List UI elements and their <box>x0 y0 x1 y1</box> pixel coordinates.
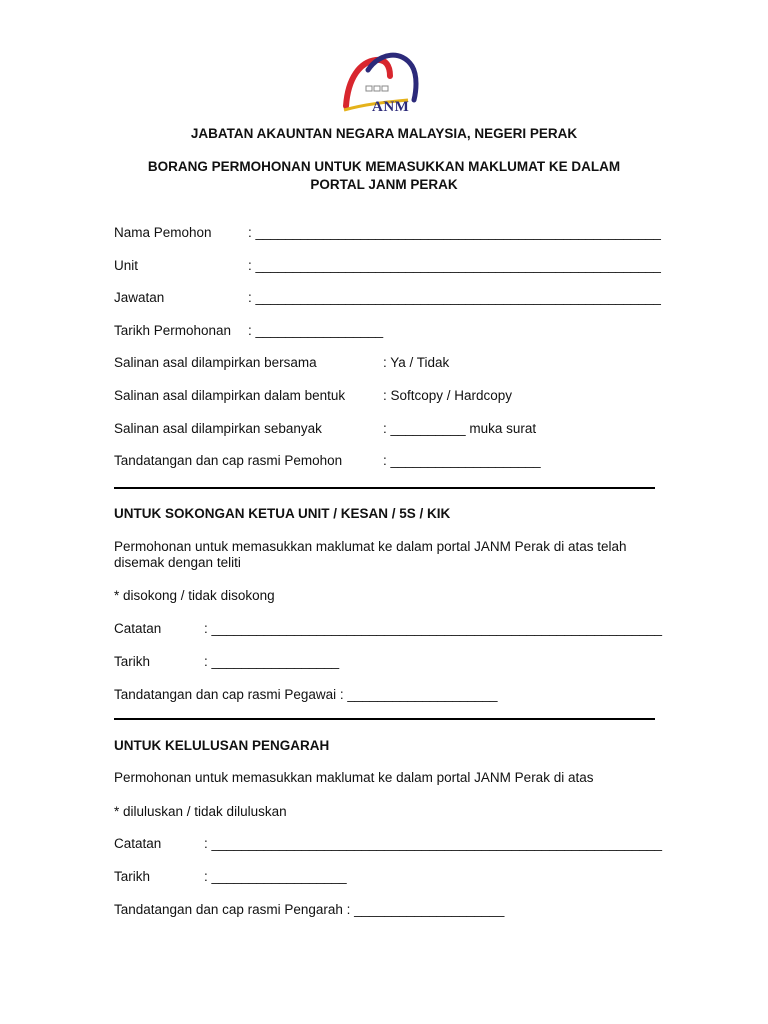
support-heading: UNTUK SOKONGAN KETUA UNIT / KESAN / 5S / KIK <box>114 506 451 521</box>
department-title: JABATAN AKAUNTAN NEGARA MALAYSIA, NEGERI PERAK <box>190 126 578 141</box>
attached-label: Salinan asal dilampirkan bersama <box>114 355 317 370</box>
name-field[interactable]: : ______________________________________________________ <box>248 225 661 240</box>
unit-field[interactable]: : ______________________________________________________ <box>248 258 661 273</box>
form-title-line1: BORANG PERMOHONAN UNTUK MEMASUKKAN MAKLUMAT KE DALAM <box>147 159 621 174</box>
form-title-line2: PORTAL JANM PERAK <box>310 177 458 192</box>
approval-notes-field[interactable]: : ____________________________________________________________ <box>204 836 662 851</box>
section-divider <box>114 718 655 720</box>
attached-choice[interactable]: : Ya / Tidak <box>383 355 450 370</box>
support-option[interactable]: * disokong / tidak disokong <box>114 588 275 603</box>
support-paragraph-line1: Permohonan untuk memasukkan maklumat ke dalam portal JANM Perak di atas telah <box>114 539 627 554</box>
approval-option[interactable]: * diluluskan / tidak diluluskan <box>114 804 287 819</box>
applicant-signature-label: Tandatangan dan cap rasmi Pemohon <box>114 453 343 468</box>
attachment-format-label: Salinan asal dilampirkan dalam bentuk <box>114 388 346 403</box>
support-notes-field[interactable]: : ____________________________________________________________ <box>204 621 662 636</box>
position-field[interactable]: : ______________________________________________________ <box>248 290 661 305</box>
unit-label: Unit <box>114 258 139 273</box>
applicant-signature-field[interactable]: : ____________________ <box>383 453 541 468</box>
attachment-pages-label: Salinan asal dilampirkan sebanyak <box>114 421 322 436</box>
application-date-label: Tarikh Permohonan <box>114 323 232 338</box>
approval-date-label: Tarikh <box>114 869 151 884</box>
attachment-pages-field[interactable]: : __________ muka surat <box>383 421 537 436</box>
approval-date-field[interactable]: : __________________ <box>204 869 347 884</box>
application-date-field[interactable]: : _________________ <box>248 323 384 338</box>
approval-paragraph: Permohonan untuk memasukkan maklumat ke dalam portal JANM Perak di atas <box>114 770 594 785</box>
support-notes-label: Catatan <box>114 621 162 636</box>
approval-heading: UNTUK KELULUSAN PENGARAH <box>114 738 330 753</box>
officer-signature-field[interactable]: Tandatangan dan cap rasmi Pegawai : ____________________ <box>114 687 498 702</box>
approval-notes-label: Catatan <box>114 836 162 851</box>
director-signature-field[interactable]: Tandatangan dan cap rasmi Pengarah : ____________________ <box>114 902 505 917</box>
logo-wordmark: ANM <box>372 99 410 115</box>
name-label: Nama Pemohon <box>114 225 212 240</box>
support-date-field[interactable]: : _________________ <box>204 654 340 669</box>
section-divider <box>114 487 655 489</box>
support-paragraph-line2: disemak dengan teliti <box>114 555 241 570</box>
attachment-format-choice[interactable]: : Softcopy / Hardcopy <box>383 388 513 403</box>
position-label: Jawatan <box>114 290 165 305</box>
support-date-label: Tarikh <box>114 654 151 669</box>
